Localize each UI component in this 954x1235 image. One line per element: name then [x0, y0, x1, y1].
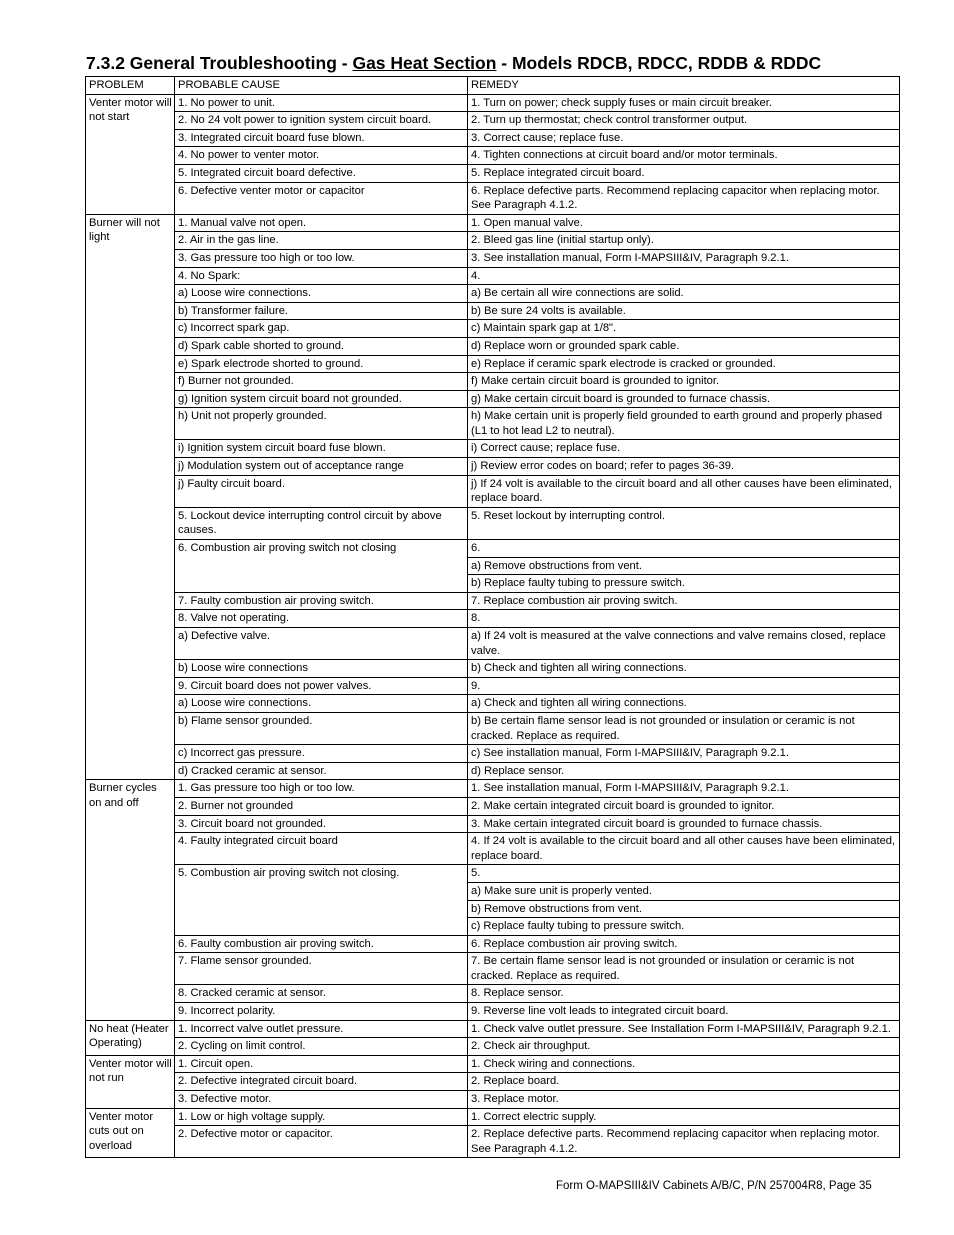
problem-cell: Venter motor will not start — [86, 94, 175, 214]
page-footer: Form O-MAPSIII&IV Cabinets A/B/C, P/N 257004R8, Page 35 — [556, 1180, 872, 1192]
cause-cell: 2. Air in the gas line. — [175, 232, 468, 250]
cause-cell: b) Loose wire connections — [175, 660, 468, 678]
remedy-cell: 7. Replace combustion air proving switch. — [468, 592, 900, 610]
problem-cell: Venter motor cuts out on overload — [86, 1108, 175, 1158]
table-row — [86, 408, 900, 440]
remedy-cell: 2. Turn up thermostat; check control transformer output. — [468, 112, 900, 130]
table-row — [86, 695, 900, 713]
remedy-cell: b) Remove obstructions from vent. — [468, 900, 900, 918]
cause-cell: a) Defective valve. — [175, 628, 468, 660]
remedy-cell: a) Be certain all wire connections are solid. — [468, 285, 900, 303]
remedy-cell: 2. Make certain integrated circuit board is grounded to ignitor. — [468, 797, 900, 815]
table-row — [86, 302, 900, 320]
table-row — [86, 677, 900, 695]
table-row — [86, 1038, 900, 1056]
table-row — [86, 337, 900, 355]
table-row — [86, 320, 900, 338]
table-row — [86, 1020, 900, 1038]
table-row — [86, 628, 900, 660]
problem-cell: Venter motor will not run — [86, 1055, 175, 1108]
remedy-cell: 1. Open manual valve. — [468, 214, 900, 232]
title-prefix: 7.3.2 General Troubleshooting - — [86, 53, 353, 73]
cause-cell: 4. Faulty integrated circuit board — [175, 833, 468, 865]
cause-cell: 9. Circuit board does not power valves. — [175, 677, 468, 695]
table-row — [86, 935, 900, 953]
problem-cell: No heat (Heater Operating) — [86, 1020, 175, 1055]
cause-cell: 7. Flame sensor grounded. — [175, 953, 468, 985]
remedy-cell: 2. Bleed gas line (initial startup only). — [468, 232, 900, 250]
cause-cell: 1. No power to unit. — [175, 94, 468, 112]
table-row — [86, 475, 900, 507]
remedy-cell: c) Replace faulty tubing to pressure switch. — [468, 918, 900, 936]
cause-cell: 2. Burner not grounded — [175, 797, 468, 815]
table-row — [86, 1073, 900, 1091]
cause-cell: j) Modulation system out of acceptance range — [175, 458, 468, 476]
table-header-row — [86, 77, 900, 95]
table-row — [86, 507, 900, 539]
remedy-cell: a) If 24 volt is measured at the valve connections and valve remains closed, replace valve. — [468, 628, 900, 660]
remedy-cell: 5. — [468, 865, 900, 883]
remedy-cell: 3. Correct cause; replace fuse. — [468, 129, 900, 147]
cause-cell: 2. Cycling on limit control. — [175, 1038, 468, 1056]
cause-cell: 2. Defective integrated circuit board. — [175, 1073, 468, 1091]
cause-cell: f) Burner not grounded. — [175, 373, 468, 391]
remedy-cell: b) Replace faulty tubing to pressure switch. — [468, 575, 900, 593]
remedy-cell: b) Be sure 24 volts is available. — [468, 302, 900, 320]
table-row — [86, 164, 900, 182]
table-row — [86, 797, 900, 815]
cause-cell: c) Incorrect spark gap. — [175, 320, 468, 338]
cause-cell: h) Unit not properly grounded. — [175, 408, 468, 440]
remedy-cell: 4. Tighten connections at circuit board and/or motor terminals. — [468, 147, 900, 165]
cause-cell: c) Incorrect gas pressure. — [175, 745, 468, 763]
table-row — [86, 1126, 900, 1158]
title-suffix: - Models RDCB, RDCC, RDDB & RDDC — [496, 53, 822, 73]
remedy-cell: 6. Replace combustion air proving switch. — [468, 935, 900, 953]
cause-cell: 1. Low or high voltage supply. — [175, 1108, 468, 1126]
table-row — [86, 373, 900, 391]
table-row — [86, 390, 900, 408]
table-row — [86, 762, 900, 780]
remedy-cell: 3. Make certain integrated circuit board is grounded to furnace chassis. — [468, 815, 900, 833]
cause-cell: 2. Defective motor or capacitor. — [175, 1126, 468, 1158]
remedy-cell: a) Check and tighten all wiring connections. — [468, 695, 900, 713]
table-body — [86, 94, 900, 1158]
table-row — [86, 712, 900, 744]
remedy-cell: 9. Reverse line volt leads to integrated circuit board. — [468, 1003, 900, 1021]
cause-cell: 6. Faulty combustion air proving switch. — [175, 935, 468, 953]
table-row — [86, 985, 900, 1003]
remedy-cell: j) Review error codes on board; refer to pages 36-39. — [468, 458, 900, 476]
cause-cell: 5. Combustion air proving switch not closing. — [175, 865, 468, 935]
cause-cell: 6. Combustion air proving switch not closing — [175, 540, 468, 593]
header-remedy: REMEDY — [468, 77, 900, 95]
remedy-cell: 2. Check air throughput. — [468, 1038, 900, 1056]
cause-cell: 8. Cracked ceramic at sensor. — [175, 985, 468, 1003]
table-row — [86, 660, 900, 678]
table-row — [86, 610, 900, 628]
table-row — [86, 953, 900, 985]
remedy-cell: 2. Replace defective parts. Recommend replacing capacitor when replacing motor. See Paragraph 4.1.2. — [468, 1126, 900, 1158]
remedy-cell: c) Maintain spark gap at 1/8". — [468, 320, 900, 338]
cause-cell: 3. Circuit board not grounded. — [175, 815, 468, 833]
table-row — [86, 1055, 900, 1073]
cause-cell: j) Faulty circuit board. — [175, 475, 468, 507]
remedy-cell: 3. See installation manual, Form I-MAPSIII&IV, Paragraph 9.2.1. — [468, 249, 900, 267]
remedy-cell: 1. See installation manual, Form I-MAPSIII&IV, Paragraph 9.2.1. — [468, 780, 900, 798]
remedy-cell: e) Replace if ceramic spark electrode is cracked or grounded. — [468, 355, 900, 373]
remedy-cell: 1. Turn on power; check supply fuses or main circuit breaker. — [468, 94, 900, 112]
cause-cell: b) Flame sensor grounded. — [175, 712, 468, 744]
cause-cell: 1. Circuit open. — [175, 1055, 468, 1073]
table-row — [86, 355, 900, 373]
remedy-cell: 9. — [468, 677, 900, 695]
remedy-cell: 8. Replace sensor. — [468, 985, 900, 1003]
problem-cell: Burner will not light — [86, 214, 175, 780]
remedy-cell: 6. Replace defective parts. Recommend replacing capacitor when replacing motor. See Paragraph 4.1.2. — [468, 182, 900, 214]
remedy-cell: 4. — [468, 267, 900, 285]
header-problem: PROBLEM — [86, 77, 175, 95]
cause-cell: a) Loose wire connections. — [175, 695, 468, 713]
remedy-cell: i) Correct cause; replace fuse. — [468, 440, 900, 458]
cause-cell: 4. No Spark: — [175, 267, 468, 285]
cause-cell: b) Transformer failure. — [175, 302, 468, 320]
remedy-cell: 8. — [468, 610, 900, 628]
cause-cell: 8. Valve not operating. — [175, 610, 468, 628]
table-row — [86, 147, 900, 165]
table-row — [86, 249, 900, 267]
remedy-cell: 1. Check valve outlet pressure. See Installation Form I-MAPSIII&IV, Paragraph 9.2.1. — [468, 1020, 900, 1038]
problem-cell: Burner cycles on and off — [86, 780, 175, 1020]
remedy-cell: c) See installation manual, Form I-MAPSIII&IV, Paragraph 9.2.1. — [468, 745, 900, 763]
cause-cell: 9. Incorrect polarity. — [175, 1003, 468, 1021]
remedy-cell: 5. Reset lockout by interrupting control. — [468, 507, 900, 539]
cause-cell: 3. Defective motor. — [175, 1091, 468, 1109]
cause-cell: a) Loose wire connections. — [175, 285, 468, 303]
cause-cell: 7. Faulty combustion air proving switch. — [175, 592, 468, 610]
cause-cell: 5. Lockout device interrupting control circuit by above causes. — [175, 507, 468, 539]
cause-cell: 1. Gas pressure too high or too low. — [175, 780, 468, 798]
remedy-cell: b) Be certain flame sensor lead is not grounded or insulation or ceramic is not cracked. Replace as required. — [468, 712, 900, 744]
cause-cell: 3. Gas pressure too high or too low. — [175, 249, 468, 267]
table-row — [86, 745, 900, 763]
cause-cell: e) Spark electrode shorted to ground. — [175, 355, 468, 373]
header-cause: PROBABLE CAUSE — [175, 77, 468, 95]
table-row — [86, 1108, 900, 1126]
table-row — [86, 592, 900, 610]
table-row — [86, 865, 900, 883]
table-row — [86, 1091, 900, 1109]
table-row — [86, 182, 900, 214]
remedy-cell: f) Make certain circuit board is grounded to ignitor. — [468, 373, 900, 391]
table-row — [86, 1003, 900, 1021]
cause-cell: d) Cracked ceramic at sensor. — [175, 762, 468, 780]
remedy-cell: 2. Replace board. — [468, 1073, 900, 1091]
table-row — [86, 129, 900, 147]
remedy-cell: 4. If 24 volt is available to the circuit board and all other causes have been eliminated, replace board. — [468, 833, 900, 865]
troubleshooting-table — [85, 76, 900, 1158]
cause-cell: d) Spark cable shorted to ground. — [175, 337, 468, 355]
remedy-cell: a) Make sure unit is properly vented. — [468, 882, 900, 900]
remedy-cell: h) Make certain unit is properly field grounded to earth ground and properly phased (L1 to hot lead L2 to neutral). — [468, 408, 900, 440]
cause-cell: 3. Integrated circuit board fuse blown. — [175, 129, 468, 147]
remedy-cell: 5. Replace integrated circuit board. — [468, 164, 900, 182]
table-row — [86, 112, 900, 130]
table-row — [86, 540, 900, 558]
remedy-cell: 7. Be certain flame sensor lead is not grounded or insulation or ceramic is not cracked. Replace as required. — [468, 953, 900, 985]
table-row — [86, 267, 900, 285]
table-row — [86, 94, 900, 112]
table-row — [86, 285, 900, 303]
table-row — [86, 833, 900, 865]
cause-cell: 1. Incorrect valve outlet pressure. — [175, 1020, 468, 1038]
title-underlined: Gas Heat Section — [352, 53, 497, 73]
table-row — [86, 440, 900, 458]
cause-cell: 1. Manual valve not open. — [175, 214, 468, 232]
remedy-cell: b) Check and tighten all wiring connections. — [468, 660, 900, 678]
table-row — [86, 458, 900, 476]
remedy-cell: a) Remove obstructions from vent. — [468, 557, 900, 575]
cause-cell: 2. No 24 volt power to ignition system circuit board. — [175, 112, 468, 130]
remedy-cell: d) Replace sensor. — [468, 762, 900, 780]
cause-cell: i) Ignition system circuit board fuse blown. — [175, 440, 468, 458]
remedy-cell: 3. Replace motor. — [468, 1091, 900, 1109]
table-row — [86, 780, 900, 798]
remedy-cell: d) Replace worn or grounded spark cable. — [468, 337, 900, 355]
table-row — [86, 214, 900, 232]
remedy-cell: j) If 24 volt is available to the circuit board and all other causes have been eliminated, replace board. — [468, 475, 900, 507]
remedy-cell: 1. Correct electric supply. — [468, 1108, 900, 1126]
cause-cell: 5. Integrated circuit board defective. — [175, 164, 468, 182]
cause-cell: g) Ignition system circuit board not grounded. — [175, 390, 468, 408]
page-title — [86, 53, 821, 74]
remedy-cell: 1. Check wiring and connections. — [468, 1055, 900, 1073]
remedy-cell: 6. — [468, 540, 900, 558]
table-row — [86, 815, 900, 833]
table-row — [86, 232, 900, 250]
cause-cell: 6. Defective venter motor or capacitor — [175, 182, 468, 214]
remedy-cell: g) Make certain circuit board is grounded to furnace chassis. — [468, 390, 900, 408]
cause-cell: 4. No power to venter motor. — [175, 147, 468, 165]
